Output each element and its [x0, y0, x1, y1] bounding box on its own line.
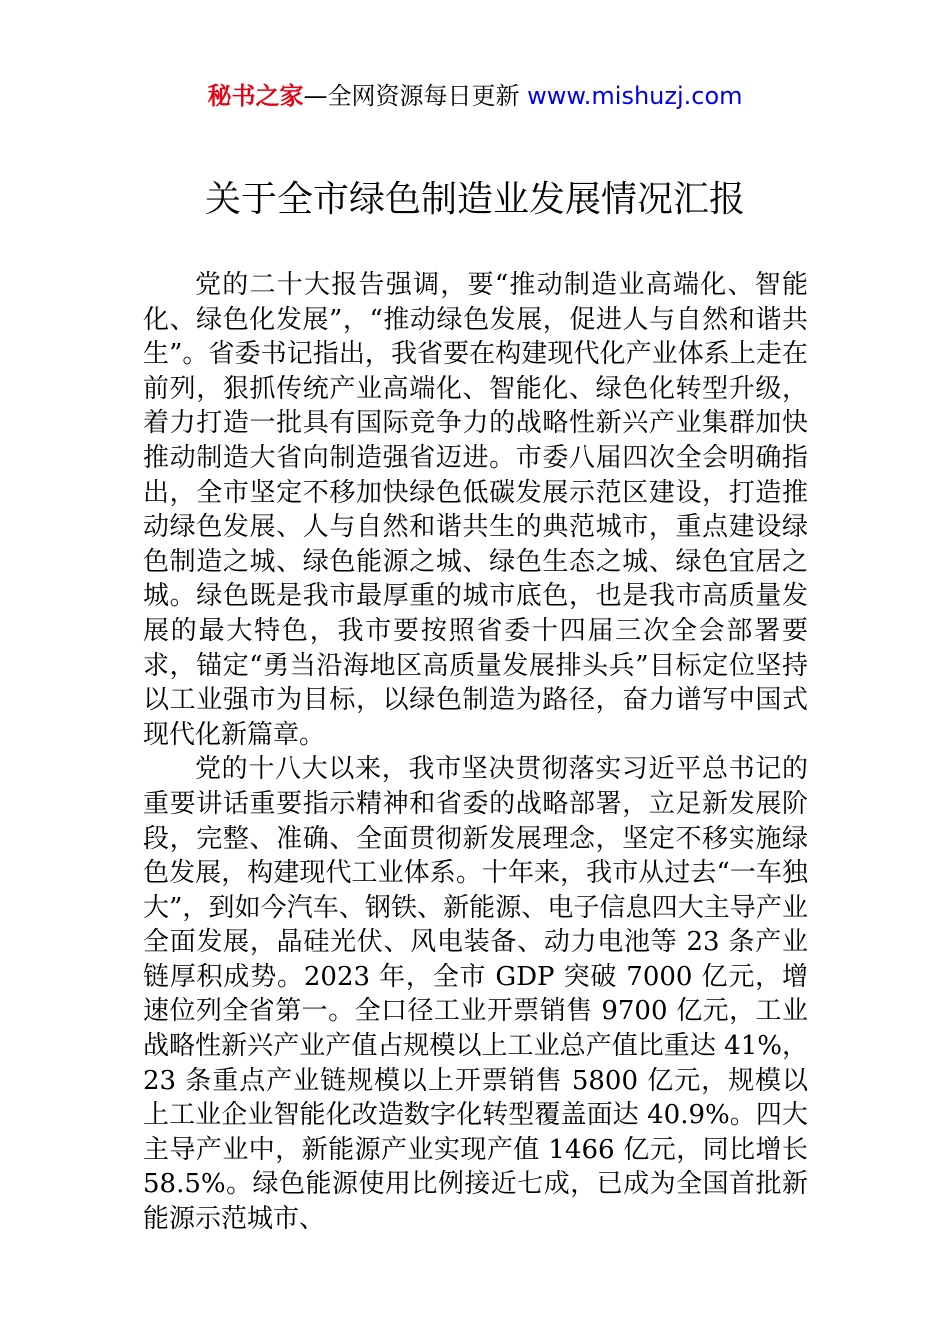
document-body: [143, 268, 808, 1237]
site-url-link[interactable]: www.mishuzj.com: [527, 82, 743, 110]
body-paragraph: 党的二十大报告强调，要“推动制造业高端化、智能化、绿色化发展”，“推动绿色发展，促进人与自然和谐共生”。省委书记指出，我省要在构建现代化产业体系上走在前列，狠抓传统产业高端化、智能化、绿色化转型升级，着力打造一批具有国际竞争力的战略性新兴产业集群加快推动制造大省向制造强省迈进。市委八届四次全会明确指出，全市坚定不移加快绿色低碳发展示范区建设，打造推动绿色发展、人与自然和谐共生的典范城市，重点建设绿色制造之城、绿色能源之城、绿色生态之城、绿色宜居之城。绿色既是我市最厚重的城市底色，也是我市高质量发展的最大特色，我市要按照省委十四届三次全会部署要求，锚定“勇当沿海地区高质量发展排头兵”目标定位坚持以工业强市为目标，以绿色制造为路径，奋力谱写中国式现代化新篇章。: [143, 270, 808, 750]
document-title: 关于全市绿色制造业发展情况汇报: [204, 179, 745, 220]
site-name: 秘书之家: [207, 82, 304, 110]
body-paragraph: 党的十八大以来，我市坚决贯彻落实习近平总书记的重要讲话重要指示精神和省委的战略部署，立足新发展阶段，完整、准确、全面贯彻新发展理念，坚定不移实施绿色发展，构建现代工业体系。十年来，我市从过去“一车独大”，到如今汽车、钢铁、新能源、电子信息四大主导产业全面发展，晶硅光伏、风电装备、动力电池等 23 条产业链厚积成势。2023 年，全市 GDP 突破 7000 亿元，增速位列全省第一。全口径工业开票销售 9700 亿元，工业战略性新兴产业产值占规模以上工业总产值比重达 41%，23 条重点产业链规模以上开票销售 5800 亿元，规模以上工业企业智能化改造数字化转型覆盖面达 40.9%。四大主导产业中，新能源产业实现产值 1466 亿元，同比增长 58.5%。绿色能源使用比例接近七成，已成为全国首批新能源示范城市、: [143, 754, 808, 1235]
site-tagline: —全网资源每日更新: [303, 82, 520, 110]
site-header: [0, 80, 950, 112]
